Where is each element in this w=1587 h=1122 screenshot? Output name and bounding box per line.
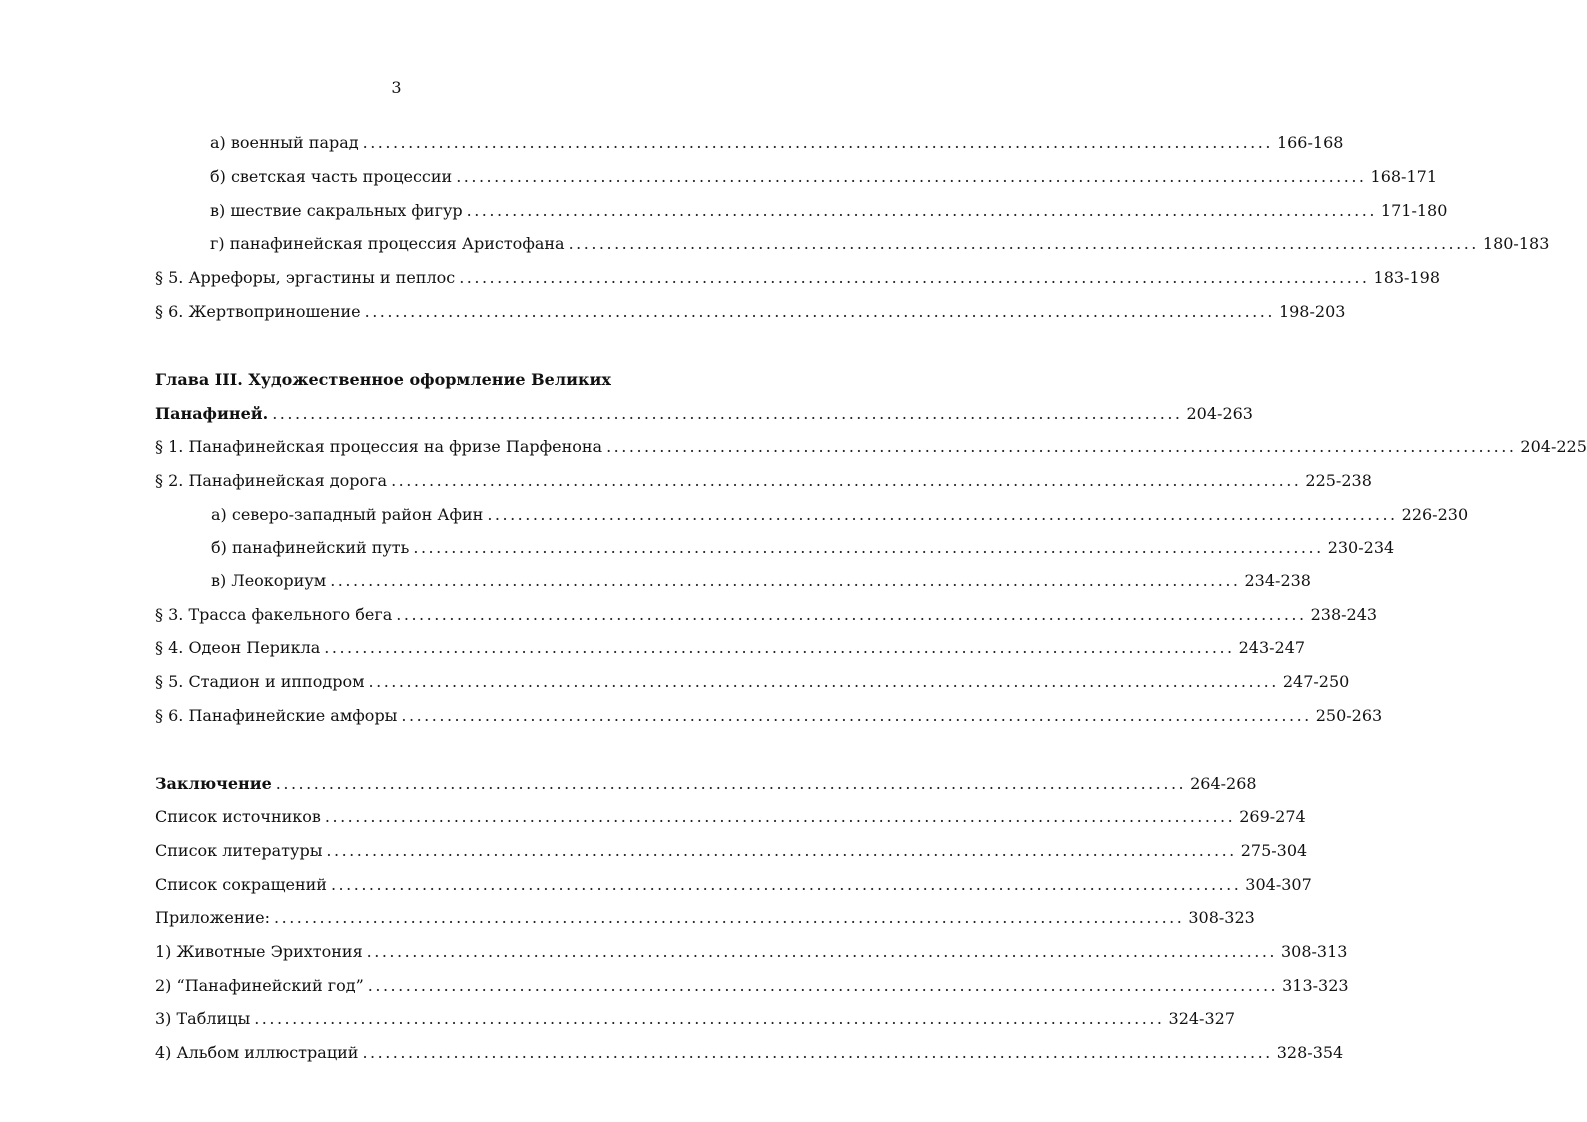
toc-entry-label: б) панафинейский путь [211,538,410,557]
toc-entry [155,1042,1344,1064]
dot-leader: ........................................................................................................................ [364,302,1275,321]
toc-entry-pages: 304-307 [1245,875,1312,894]
dot-leader: ........................................................................................................................ [413,538,1324,557]
toc-entry-pages: 225-238 [1305,471,1372,490]
toc-entry-pages: 204-263 [1186,404,1253,423]
toc-entry-label: в) Леокориум [211,571,327,590]
dot-leader: ........................................................................................................................ [487,505,1398,524]
toc-entry [155,773,1257,795]
toc-entry [155,604,1378,626]
toc-entry-label: Список источников [155,807,321,826]
toc-entry-label: § 5. Стадион и ипподром [155,672,365,691]
toc-entry [155,470,1372,492]
toc-entry-label: § 5. Аррефоры, эргастины и пеплос [155,268,456,287]
toc-entry-label: 1) Животные Эрихтония [155,942,363,961]
toc-entry [155,874,1312,896]
toc-entry-label: а) северо-западный район Афин [211,505,484,524]
page-number: 3 [391,78,402,97]
toc-entry-pages: 226-230 [1401,505,1469,524]
toc-entry-pages: 183-198 [1373,268,1440,287]
toc-entry-label: Список сокращений [155,875,327,894]
toc-entry-pages: 204-225 [1520,437,1587,456]
dot-leader: ........................................................................................................................ [324,807,1236,826]
toc-entry [155,637,1306,659]
dot-leader: ........................................................................................................................ [568,234,1479,253]
toc-entry [155,806,1306,828]
toc-entry-label: 3) Таблицы [155,1009,251,1028]
toc-entry-label: § 4. Одеон Перикла [155,638,321,657]
dot-leader: ........................................................................................................................ [274,908,1185,927]
toc-entry-label: Список литературы [155,841,323,860]
dot-leader: ........................................................................................................................ [456,167,1367,186]
toc-entry [210,166,1437,188]
toc-entry-pages: 328-354 [1276,1043,1344,1062]
toc-entry-label: § 1. Панафинейская процессия на фризе Парфенона [155,437,603,456]
dot-leader: ........................................................................................................................ [396,605,1307,624]
toc-entry [211,504,1469,526]
dot-leader: ........................................................................................................................ [330,571,1241,590]
dot-leader: ........................................................................................................................ [368,672,1279,691]
toc-entry-pages: 308-313 [1280,942,1348,961]
chapter-title-continued: Панафиней. [155,404,269,423]
toc-entry [210,233,1550,255]
toc-entry-label: 2) “Панафинейский год” [155,976,364,995]
toc-entry [155,840,1308,862]
toc-entry [211,570,1311,592]
toc-entry-label: г) панафинейская процессия Аристофана [210,234,565,253]
toc-entry-pages: 313-323 [1282,976,1349,995]
toc-entry [210,132,1344,154]
toc-entry [155,436,1587,458]
toc-entry-label: в) шествие сакральных фигур [210,201,463,220]
toc-entry-label: Заключение [155,774,272,793]
toc-entry-pages: 308-323 [1188,908,1255,927]
toc-entry-label: § 2. Панафинейская дорога [155,471,388,490]
dot-leader: ........................................................................................................................ [330,875,1242,894]
toc-entry-label: § 3. Трасса факельного бега [155,605,393,624]
dot-leader: ........................................................................................................................ [367,976,1279,995]
toc-entry-label: Приложение: [155,908,271,927]
toc-entry-pages: 168-171 [1370,167,1437,186]
toc-entry-pages: 238-243 [1310,605,1378,624]
toc-entry [155,671,1350,693]
toc-entry-label: б) светская часть процессии [210,167,453,186]
toc-entry-pages: 180-183 [1482,234,1550,253]
dot-leader: ........................................................................................................................ [466,201,1377,220]
chapter-title: Глава III. Художественное оформление Великих [155,370,611,389]
toc-entry-pages: 250-263 [1315,706,1383,725]
dot-leader: ........................................................................................................................ [254,1009,1165,1028]
toc-entry-pages: 234-238 [1244,571,1311,590]
toc-entry-label: 4) Альбом иллюстраций [155,1043,359,1062]
toc-entry-pages: 171-180 [1380,201,1448,220]
toc-entry-label: а) военный парад [210,133,359,152]
dot-leader: ........................................................................................................................ [366,942,1277,961]
toc-entry [210,200,1448,222]
dot-leader: ........................................................................................................................ [324,638,1235,657]
dot-leader: ........................................................................................................................ [272,404,1183,423]
toc-entry-pages: 324-327 [1168,1009,1235,1028]
toc-entry [155,705,1383,727]
dot-leader: ........................................................................................................................ [459,268,1370,287]
toc-entry-label: § 6. Жертвоприношение [155,302,361,321]
toc-entry [155,975,1349,997]
dot-leader: ........................................................................................................................ [275,774,1187,793]
dot-leader: ........................................................................................................................ [362,133,1273,152]
toc-entry-pages: 275-304 [1240,841,1308,860]
toc-entry [155,907,1255,929]
toc-entry [155,301,1346,323]
toc-entry-pages: 269-274 [1239,807,1306,826]
toc-entry-pages: 243-247 [1238,638,1306,657]
dot-leader: ........................................................................................................................ [606,437,1517,456]
toc-entry [155,267,1440,289]
dot-leader: ........................................................................................................................ [401,706,1312,725]
toc-entry-pages: 166-168 [1276,133,1344,152]
toc-entry [211,537,1395,559]
dot-leader: ........................................................................................................................ [362,1043,1273,1062]
toc-entry [155,941,1348,963]
toc-entry [155,1008,1235,1030]
dot-leader: ........................................................................................................................ [326,841,1237,860]
dot-leader: ........................................................................................................................ [391,471,1302,490]
toc-entry-label: § 6. Панафинейские амфоры [155,706,398,725]
toc-entry-pages: 264-268 [1190,774,1257,793]
toc-entry-pages: 247-250 [1282,672,1350,691]
toc-entry-pages: 198-203 [1278,302,1346,321]
toc-entry [155,403,1253,425]
toc-entry-pages: 230-234 [1327,538,1395,557]
